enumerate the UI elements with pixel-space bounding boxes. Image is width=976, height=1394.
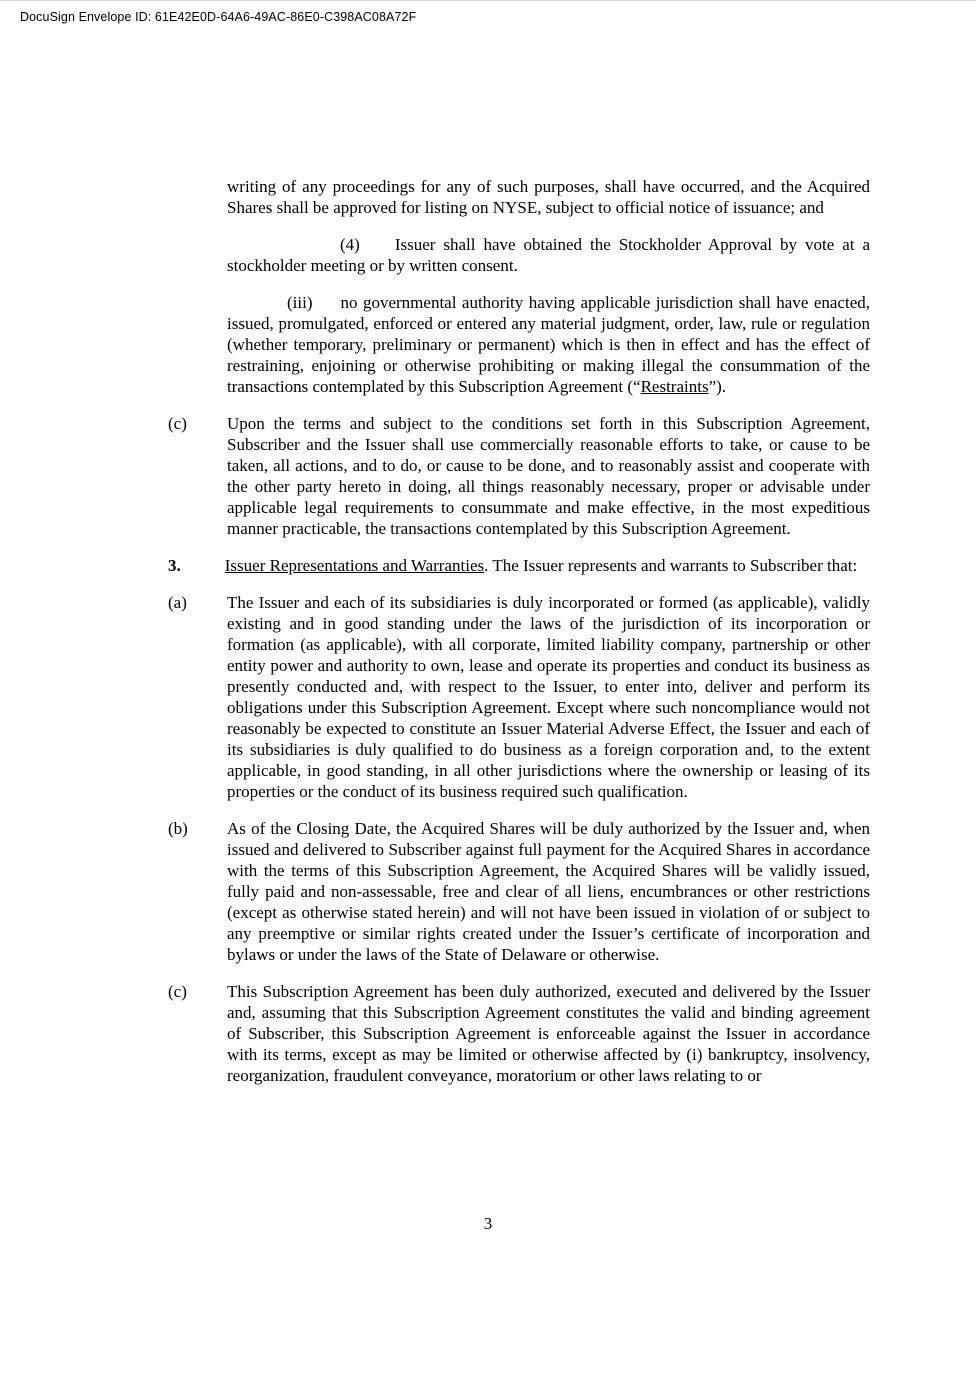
section-3-lead-in: . The Issuer represents and warrants to Subscriber that: xyxy=(484,556,858,575)
clause-4 xyxy=(227,234,870,276)
item-a-label: (a) xyxy=(168,593,187,612)
section-3-title: Issuer Representations and Warranties xyxy=(224,556,485,575)
item-c-representation-text: This Subscription Agreement has been duly authorized, executed and delivered by the Issuer and, assuming that this Subscription Agreement constitutes the valid and binding agreement of Subscriber, this Subscription Agreement is enforceable against the Issuer in accordance with its terms, except as may be limited or otherwise affected by (i) bankruptcy, insolvency, reorganization, fraudulent conveyance, moratorium or other laws relating to or xyxy=(227,982,870,1085)
clause-iii-text-after: ”). xyxy=(708,377,727,396)
section-3-number: 3. xyxy=(168,556,181,575)
clause-4-text: Issuer shall have obtained the Stockholder Approval by vote at a stockholder meeting or by written consent. xyxy=(227,235,870,275)
document-body xyxy=(110,176,870,1102)
clause-4-marker: (4) xyxy=(340,235,360,254)
paragraph-continuation: writing of any proceedings for any of such purposes, shall have occurred, and the Acquired Shares shall be approved for listing on NYSE, subject to official notice of issuance; and xyxy=(227,177,870,217)
clause-iii-marker: (iii) xyxy=(287,293,313,312)
section-3-heading xyxy=(110,555,870,576)
item-b-representation xyxy=(110,818,870,965)
item-b-label: (b) xyxy=(168,819,188,838)
docusign-envelope-id: DocuSign Envelope ID: 61E42E0D-64A6-49AC-86E0-C398AC08A72F xyxy=(20,10,417,24)
page-number: 3 xyxy=(483,1214,493,1233)
clause-iii-text: no governmental authority having applicable jurisdiction shall have enacted, issued, promulgated, enforced or entered any material judgment, order, law, rule or regulation (whether temporary, preliminary or permanent) which is then in effect and has the effect of restraining, enjoining or otherwise prohibiting or making illegal the consummation of the transactions contemplated by this Subscription Agreement (“ xyxy=(227,293,870,396)
item-c-covenant xyxy=(110,413,870,539)
item-c-covenant-text: Upon the terms and subject to the conditions set forth in this Subscription Agreement, Subscriber and the Issuer shall use commercially reasonable efforts to take, or cause to be taken, all actions, and to do, or cause to be done, and to reasonably assist and cooperate with the other party hereto in doing, all things reasonably necessary, proper or advisable under applicable legal requirements to consummate and make effective, in the most expeditious manner practicable, the transactions contemplated by this Subscription Agreement. xyxy=(227,414,870,538)
item-b-text: As of the Closing Date, the Acquired Shares will be duly authorized by the Issuer and, when issued and delivered to Subscriber against full payment for the Acquired Shares in accordance with the terms of this Subscription Agreement, the Acquired Shares will be validly issued, fully paid and non-assessable, free and clear of all liens, encumbrances or other restrictions (except as otherwise stated herein) and will not have been issued in violation of or subject to any preemptive or similar rights created under the Issuer’s certificate of incorporation and bylaws or under the laws of the State of Delaware or otherwise. xyxy=(227,819,870,964)
item-a-text: The Issuer and each of its subsidiaries is duly incorporated or formed (as applicable), validly existing and in good standing under the laws of the jurisdiction of its incorporation or formation (as applicable), with all corporate, limited liability company, partnership or other entity power and authority to own, lease and operate its properties and conduct its business as presently conducted and, with respect to the Issuer, to enter into, deliver and perform its obligations under this Subscription Agreement. Except where such noncompliance would not reasonably be expected to constitute an Issuer Material Adverse Effect, the Issuer and each of its subsidiaries is duly qualified to do business as a foreign corporation and, to the extent applicable, in good standing, in all other jurisdictions where the ownership or leasing of its properties or the conduct of its business required such qualification. xyxy=(227,593,870,801)
item-c-representation xyxy=(110,981,870,1086)
item-c-covenant-label: (c) xyxy=(168,414,187,433)
clause-iii xyxy=(227,292,870,397)
defined-term-restraints: Restraints xyxy=(640,377,709,396)
item-a-representation xyxy=(110,592,870,802)
item-c-representation-label: (c) xyxy=(168,982,187,1001)
